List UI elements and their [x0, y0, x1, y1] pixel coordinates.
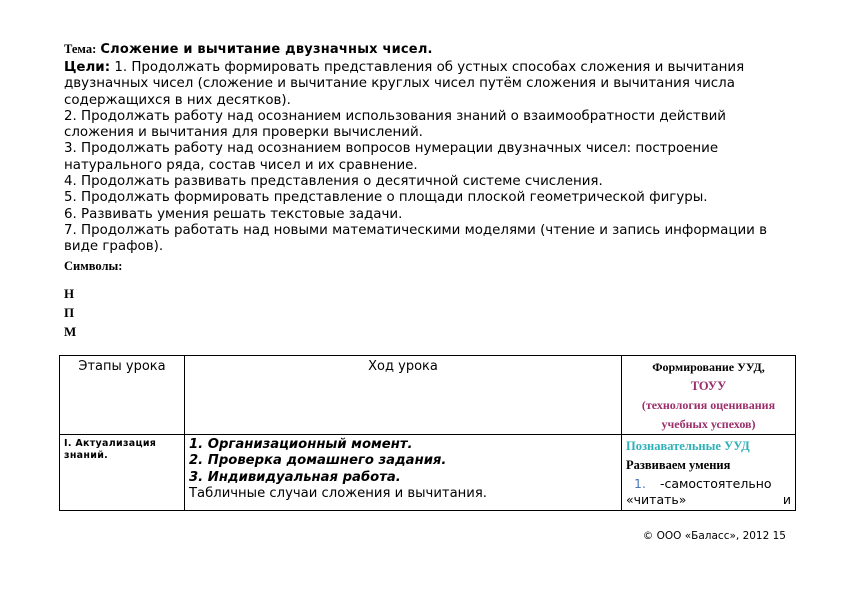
goal-item-3: 3. Продолжать работу над осознанием вопросов нумерации двузначных чисел: построение натурального ряда, состав чисел и их сравнение.	[64, 141, 719, 173]
step-1: 1. Организационный момент.	[189, 437, 413, 452]
goal-item-2: 2. Продолжать работу над осознанием использования знаний о взаимообратности действий сложения и вычитания для проверки вычислений.	[64, 108, 727, 141]
header-uud-line1: Формирование УУД,	[652, 360, 765, 374]
progress-cell	[185, 435, 622, 511]
table-header-row	[60, 356, 796, 435]
header-uud	[622, 356, 796, 435]
goal-item-5: 5. Продолжать формировать представление о площади плоской геометрической фигуры.	[64, 190, 708, 206]
goal-item-1: Цели: 1. Продолжать формировать представления об устных способах сложения и вычитания двузначных чисел (сложение и вычитание круглых чисел путём сложения и вычитания числа содержащихся в них десятков).	[64, 60, 745, 108]
uud-list-number: 1.	[634, 476, 646, 491]
lesson-goals	[64, 60, 794, 256]
page-footer: © ООО «Баласс», 2012 15	[642, 530, 786, 542]
header-uud-line2: ТОУУ	[690, 379, 727, 393]
header-uud-line3: (технология оценивания учебных успехов)	[641, 398, 776, 431]
lesson-table	[59, 355, 796, 511]
uud-list-text: -самостоятельно	[659, 476, 772, 491]
stage-cell: I. Актуализация знаний.	[60, 435, 185, 511]
header-progress: Ход урока	[185, 356, 622, 435]
step-2: 2. Проверка домашнего задания.	[189, 453, 447, 469]
uud-list-item	[626, 475, 791, 492]
step-3: 3. Индивидуальная работа.	[189, 469, 401, 485]
goal-item-7: 7. Продолжать работать над новыми математическими моделями (чтение и запись информации в виде графов).	[64, 222, 768, 255]
table-row	[60, 435, 796, 511]
uud-list-continuation: «читать» и	[626, 492, 791, 507]
symbol-item: П	[64, 305, 75, 320]
lesson-topic	[64, 42, 433, 57]
topic-label: Тема:	[64, 42, 97, 56]
goal-item-6: 6. Развивать умения решать текстовые задачи.	[64, 206, 403, 222]
step-note: Табличные случаи сложения и вычитания.	[189, 486, 487, 502]
symbol-item: М	[64, 324, 77, 339]
symbol-item: Н	[64, 286, 75, 301]
header-stages: Этапы урока	[60, 356, 185, 435]
goals-label: Цели:	[64, 60, 111, 75]
uud-subtitle: Развиваем умения	[626, 458, 731, 472]
uud-cell	[622, 435, 796, 511]
symbols-title: Символы:	[64, 259, 123, 273]
topic-value: Сложение и вычитание двузначных чисел.	[100, 42, 433, 57]
goal-item-4: 4. Продолжать развивать представления о десятичной системе счисления.	[64, 174, 603, 190]
uud-title: Познавательные УУД	[626, 439, 750, 453]
